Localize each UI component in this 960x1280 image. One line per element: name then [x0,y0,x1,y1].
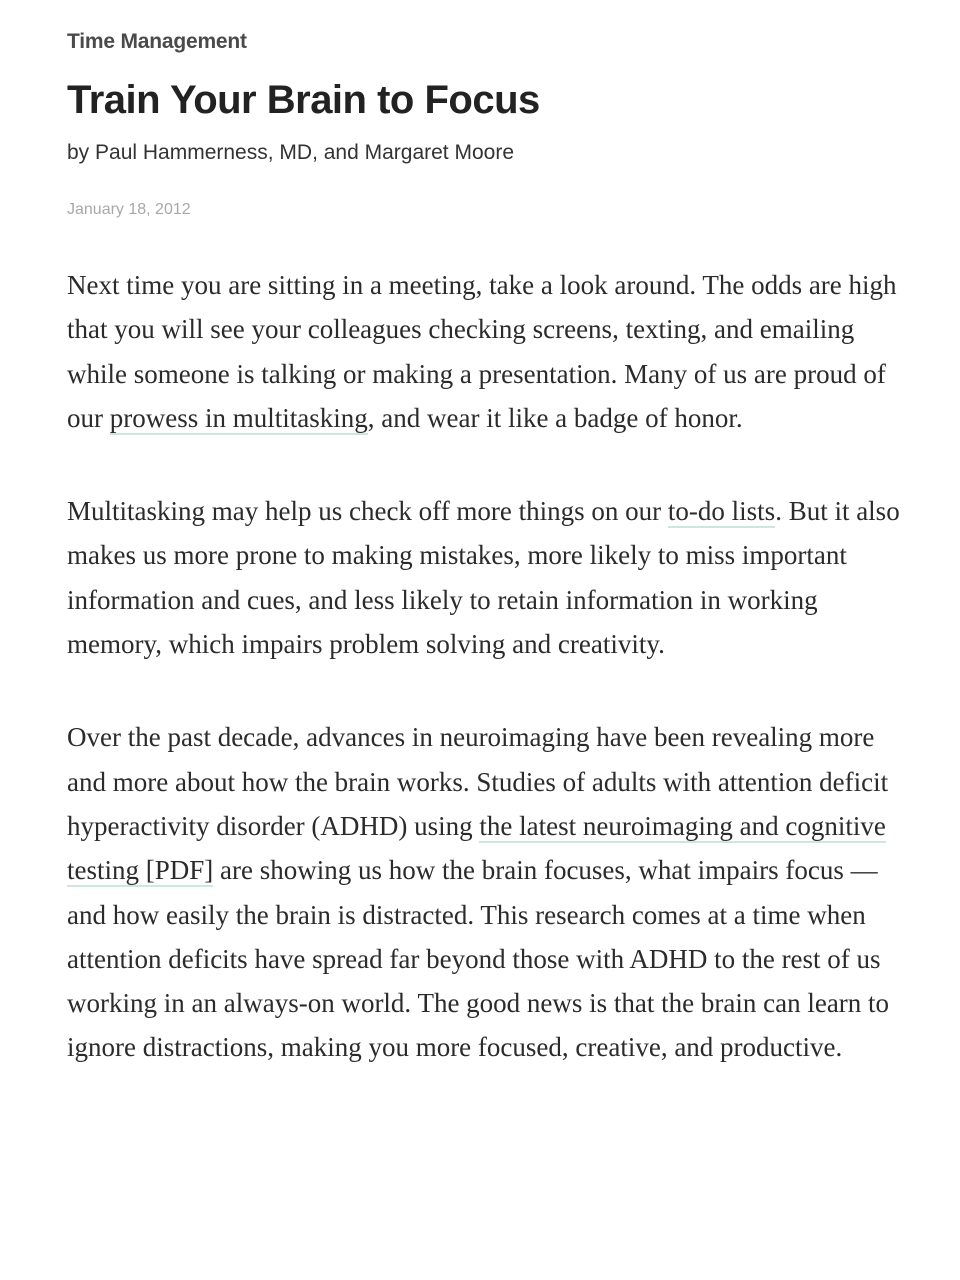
link-to-do-lists[interactable]: to-do lists [667,496,776,527]
paragraph-text: Multitasking may help us check off more things on our [67,496,668,527]
paragraph-text: are showing us how the brain focuses, what impairs focus — and how easily the brain is distracted. This research comes at a time when attention deficits have spread far beyond those with ADHD to the rest of us working in an always-on world. The good news is that the brain can learn to ignore distractions, making you more focused, creative, and productive. [67,855,890,1063]
byline: by Paul Hammerness, MD, and Margaret Moore [67,141,514,164]
article-body [67,263,907,1119]
paragraph-text: . But it also makes us more prone to making mistakes, more likely to miss important information and cues, and less likely to retain information in working memory, which impairs problem solving and creativity. [67,496,900,660]
link-neuroimaging-pdf[interactable]: the latest neuroimaging and cognitive testing [PDF] [67,810,886,886]
paragraph [67,715,907,1069]
publish-date: January 18, 2012 [67,201,191,218]
paragraph-text: , and wear it like a badge of honor. [367,402,743,433]
category-label[interactable]: Time Management [67,30,247,53]
paragraph-text: Next time you are sitting in a meeting, take a look around. The odds are high that you will see your colleagues checking screens, texting, and emailing while someone is talking or making a presentation. Many of us are proud of our [67,270,897,433]
paragraph-text: Over the past decade, advances in neuroimaging have been revealing more and more about how the brain works. Studies of adults with attention deficit hyperactivity disorder (ADHD) using [67,722,889,841]
article-title: Train Your Brain to Focus [67,78,540,122]
link-prowess-in-multitasking[interactable]: prowess in multitasking [109,402,368,433]
paragraph [67,489,907,666]
paragraph [67,263,907,440]
